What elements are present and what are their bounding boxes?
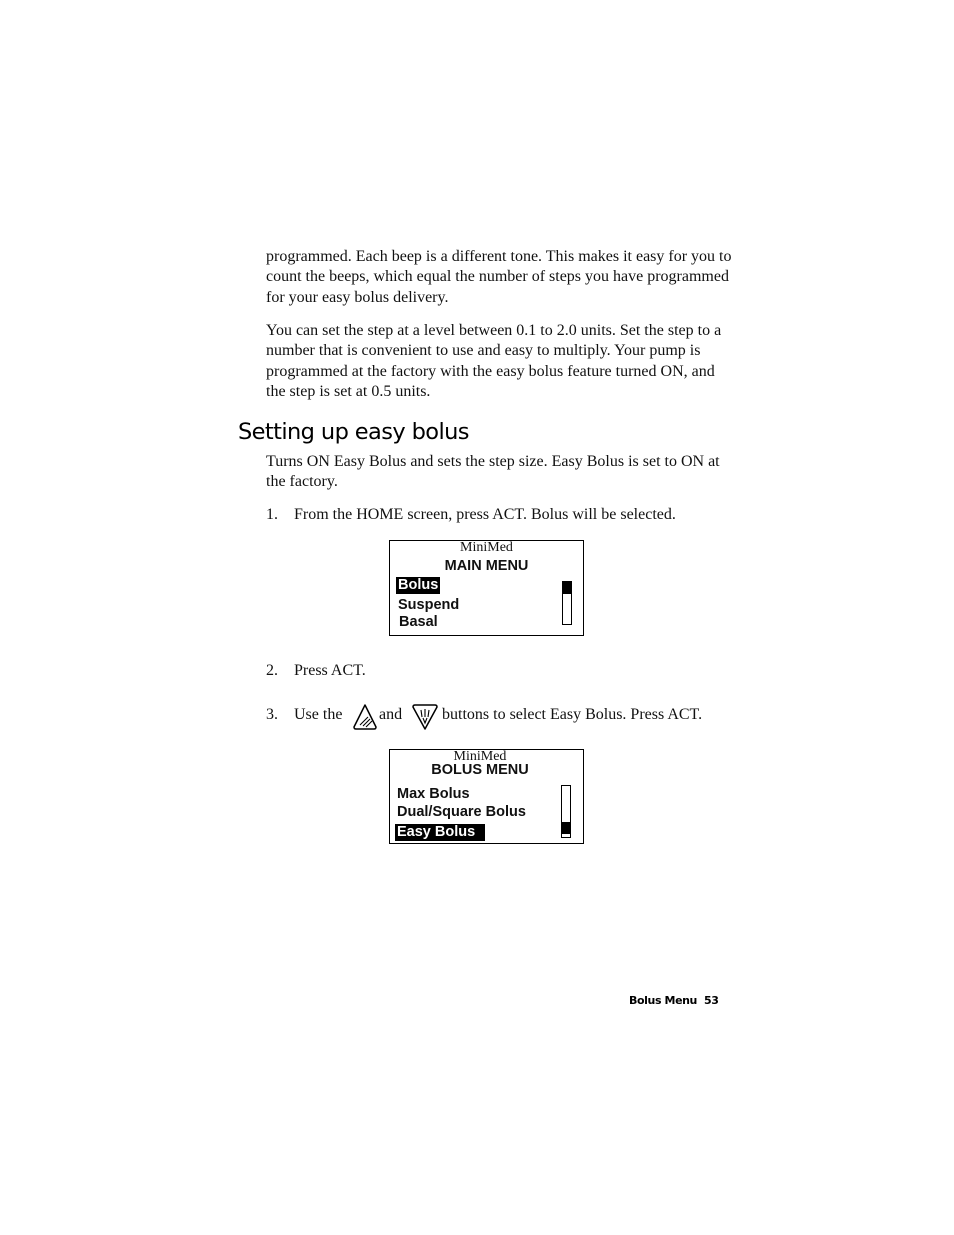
intro-paragraph-1: programmed. Each beep is a different tone. This makes it easy for you to count the beeps, which equal the number of steps you have programmed for your easy bolus delivery. <box>266 248 732 306</box>
menu-item-basal: Basal <box>399 614 438 630</box>
step-text: Press ACT. <box>294 662 366 679</box>
screen-brand: MiniMed <box>460 540 513 555</box>
screen-title: BOLUS MENU <box>431 762 529 778</box>
menu-item-dual-square-bolus: Dual/Square Bolus <box>397 804 526 820</box>
step-text-pre: Use the <box>294 706 343 723</box>
scroll-thumb <box>562 822 570 834</box>
down-arrow-button-icon <box>411 703 439 736</box>
scroll-thumb <box>563 582 571 594</box>
step-number: 3. <box>266 706 278 723</box>
menu-item-easy-bolus: Easy Bolus <box>395 824 485 841</box>
step-text: From the HOME screen, press ACT. Bolus will be selected. <box>294 506 676 523</box>
step-number: 1. <box>266 506 278 523</box>
page-number: 53 <box>704 994 719 1007</box>
footer-section-title: Bolus Menu <box>629 994 697 1007</box>
step-text-post: buttons to select Easy Bolus. Press ACT. <box>442 706 703 723</box>
menu-item-max-bolus: Max Bolus <box>397 786 470 802</box>
intro-paragraph-2: You can set the step at a level between 0.1 to 2.0 units. Set the step to a number that is convenient to use and easy to multiply. Your pump is programmed at the factory with the easy bolus feature turned ON, and the step is set at 0.5 units. <box>266 322 722 400</box>
screen-title: MAIN MENU <box>444 558 529 574</box>
screen-brand: MiniMed <box>453 749 507 764</box>
menu-item-bolus: Bolus <box>398 577 439 593</box>
pump-screen-bolus-menu <box>389 749 584 844</box>
section-heading: Setting up easy bolus <box>238 419 469 445</box>
menu-item-suspend: Suspend <box>398 597 460 613</box>
step-text-mid: and <box>379 706 403 723</box>
up-arrow-button-icon <box>352 703 378 736</box>
scroll-bar <box>561 785 571 838</box>
step-number: 2. <box>266 662 278 679</box>
step-1 <box>266 505 676 525</box>
pump-screen-main-menu <box>389 540 584 636</box>
scroll-bar <box>562 581 572 625</box>
section-description: Turns ON Easy Bolus and sets the step size. Easy Bolus is set to ON at the factory. <box>266 453 720 491</box>
step-2 <box>266 661 366 681</box>
